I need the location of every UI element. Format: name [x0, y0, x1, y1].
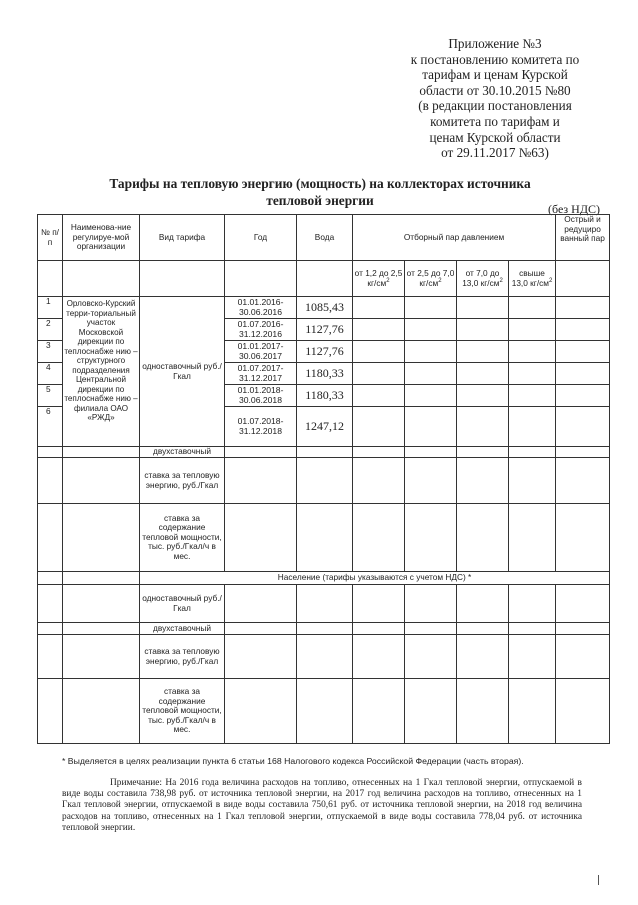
title-line-2: тепловой энергии	[266, 193, 374, 208]
period: 01.01.2016-30.06.2016	[225, 297, 297, 319]
note-paragraph: Примечание: На 2016 года величина расходов на топливо, отнесенных на 1 Гкал тепловой энергии, отпускаемой в виде воды составила 738,98 руб. от источника тепловой энергии, на 2017 год величина расходов на топливо, отнесенных на 1 Гкал тепловой энергии, отпускаемой в виде воды составила 750,61 руб. от источника тепловой энергии, на 2018 год величина расходов на топливо, отнесенных на 1 Гкал тепловой энергии, отпускаемой в виде воды составила 778,04 руб. от источника тепловой энергии.	[62, 778, 582, 833]
row-num: 2	[38, 319, 63, 341]
header-year: Год	[225, 215, 297, 261]
appendix-line: ценам Курской области	[429, 129, 561, 145]
header-org: Наименова-ние регулируе-мой организации	[63, 215, 140, 261]
appendix-line: Приложение №3	[448, 36, 542, 51]
appendix-line: (в редакции постановления	[418, 98, 572, 114]
row-num: 3	[38, 341, 63, 363]
population-single-rate-label: одноставочный руб./Гкал	[140, 585, 225, 623]
water-tariff: 1180,33	[297, 385, 353, 407]
header-tariff-type: Вид тарифа	[140, 215, 225, 261]
appendix-line: к постановлению комитета по	[410, 51, 580, 67]
period: 01.01.2017-30.06.2017	[225, 341, 297, 363]
scan-mark	[598, 875, 603, 885]
water-tariff: 1247,12	[297, 407, 353, 447]
document-title	[40, 175, 600, 209]
tariff-table	[37, 214, 610, 744]
appendix-line: тарифам и ценам Курской	[422, 67, 568, 83]
single-rate-label: одноставочный руб./Гкал	[140, 297, 225, 447]
population-header: Население (тарифы указываются с учетом НДС) *	[140, 572, 610, 585]
energy-rate-label: ставка за тепловую энергию, руб./Гкал	[140, 458, 225, 504]
two-rate-label: двухставочный	[140, 447, 225, 458]
header-num: № п/п	[38, 215, 63, 261]
population-energy-rate-label: ставка за тепловую энергию, руб./Гкал	[140, 635, 225, 679]
header-pressure-3: от 7,0 до 13,0 $кг/см^2$	[457, 261, 509, 297]
header-water: Вода	[297, 215, 353, 261]
capacity-rate-label: ставка за содержание тепловой мощности, тыс. руб./Гкал/ч в мес.	[140, 504, 225, 572]
population-capacity-rate-label: ставка за содержание тепловой мощности, тыс. руб./Гкал/ч в мес.	[140, 679, 225, 744]
population-two-rate-label: двухставочный	[140, 623, 225, 635]
period: 01.07.2017-31.12.2017	[225, 363, 297, 385]
water-tariff: 1180,33	[297, 363, 353, 385]
appendix-line: области от 30.10.2015 №80	[419, 82, 571, 98]
period: 01.07.2018-31.12.2018	[225, 407, 297, 447]
period: 01.01.2018-30.06.2018	[225, 385, 297, 407]
row-num: 5	[38, 385, 63, 407]
water-tariff: 1127,76	[297, 319, 353, 341]
organization-name: Орловско-Курский терри-ториальный участок Московской дирекции по теплоснабже нию – структурного подразделения Центральной дирекции по теплоснабже нию – филиала ОАО «РЖД»	[63, 297, 140, 447]
header-sharp-steam: Острый и редуциро ванный пар	[556, 215, 610, 261]
header-pressure-1: от 1,2 до 2,5 $кг/см^2$	[353, 261, 405, 297]
row-num: 1	[38, 297, 63, 319]
water-tariff: 1127,76	[297, 341, 353, 363]
footnote: * Выделяется в целях реализации пункта 6 статьи 168 Налогового кодекса Российской Федерации (часть вторая).	[62, 756, 524, 766]
appendix-line: от 29.11.2017 №63)	[441, 145, 549, 161]
water-tariff: 1085,43	[297, 297, 353, 319]
vat-note: (без НДС)	[548, 202, 601, 216]
row-num: 6	[38, 407, 63, 447]
header-steam: Отборный пар давлением	[353, 215, 556, 261]
title-line-1: Тарифы на тепловую энергию (мощность) на коллекторах источника	[109, 176, 531, 191]
header-pressure-2: от 2,5 до 7,0 $кг/см^2$	[405, 261, 457, 297]
header-pressure-4: свыше 13,0 $кг/см^2$	[509, 261, 556, 297]
period: 01.07.2016-31.12.2016	[225, 319, 297, 341]
appendix-line: комитета по тарифам и	[430, 113, 560, 129]
appendix-block	[400, 36, 590, 161]
row-num: 4	[38, 363, 63, 385]
